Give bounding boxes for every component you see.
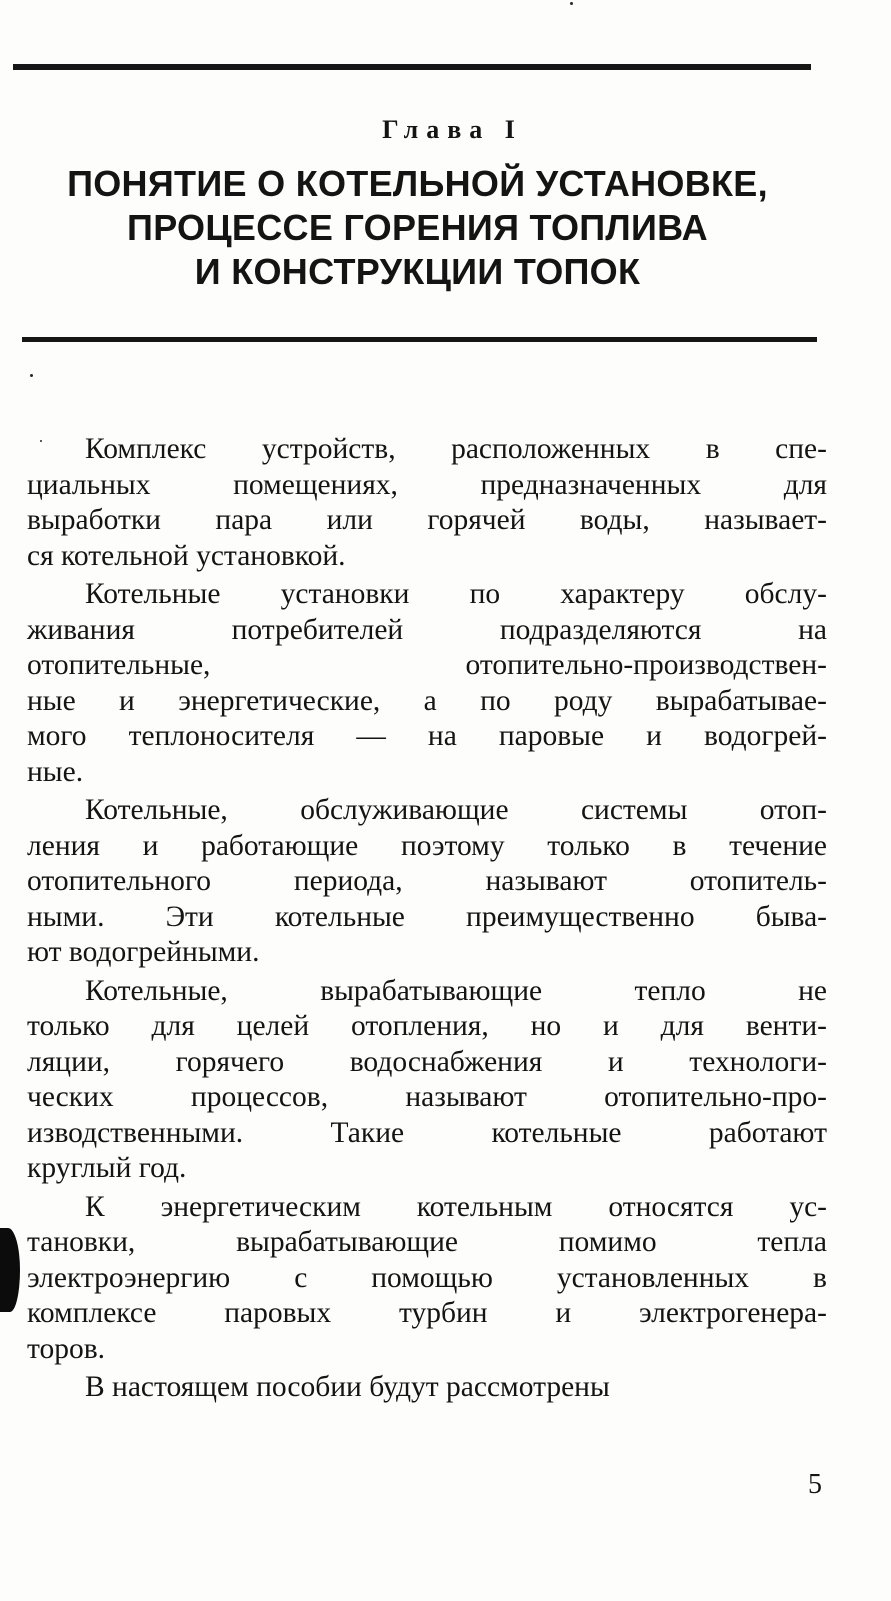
- page-number: 5: [808, 1469, 822, 1500]
- paragraph: [27, 577, 827, 790]
- text-line: тановки, вырабатывающие помимо тепла: [27, 1226, 827, 1258]
- text-line: К энергетическим котельным относятся ус-: [85, 1190, 827, 1223]
- text-line: выработки пара или горячей воды, называет-: [27, 504, 827, 536]
- paragraph: [27, 974, 827, 1187]
- text-line: В настоящем пособии будут рассмотрены: [85, 1371, 610, 1403]
- text-line: Котельные, обслуживающие системы отоп-: [85, 794, 827, 826]
- bottom-rule: [22, 337, 817, 342]
- chapter-title: [30, 162, 805, 294]
- text-line: электроэнергию с помощью установленных в: [27, 1261, 827, 1294]
- text-line: ческих процессов, называют отопительно-про-: [27, 1081, 827, 1113]
- text-line: мого теплоносителя — на паровые и водогрей-: [27, 720, 827, 752]
- text-line: комплексе паровых турбин и электрогенера-: [27, 1297, 827, 1329]
- text-line: ют водогрейными.: [27, 936, 260, 968]
- text-line: только для целей отопления, но и для венти-: [27, 1010, 827, 1042]
- text-line: живания потребителей подразделяются на: [27, 613, 827, 646]
- text-line: Котельные, вырабатывающие тепло не: [85, 974, 827, 1007]
- chapter-title-line: ПРОЦЕССЕ ГОРЕНИЯ ТОПЛИВА: [127, 207, 708, 248]
- text-line: ные и энергетические, а по роду вырабатывае-: [27, 684, 827, 717]
- top-rule: [13, 64, 811, 70]
- text-line: циальных помещениях, предназначенных для: [27, 468, 827, 501]
- chapter-title-line: И КОНСТРУКЦИИ ТОПОК: [194, 251, 641, 292]
- print-speck: [570, 2, 573, 5]
- paragraph: [27, 1190, 827, 1368]
- text-line: изводственными. Такие котельные работают: [27, 1116, 827, 1149]
- text-line: торов.: [27, 1332, 106, 1365]
- text-line: отопительного периода, называют отопитель-: [27, 865, 827, 897]
- text-line: ные.: [27, 755, 84, 788]
- text-line: круглый год.: [27, 1152, 187, 1184]
- paragraph: [27, 1370, 827, 1406]
- ink-blot: [0, 1228, 20, 1312]
- text-line: ными. Эти котельные преимущественно быва-: [27, 900, 827, 933]
- text-line: ления и работающие поэтому только в течение: [27, 829, 827, 862]
- text-line: ляции, горячего водоснабжения и технологи-: [27, 1045, 827, 1078]
- text-line: отопительные, отопительно-производствен-: [27, 649, 827, 681]
- text-line: ся котельной установкой.: [27, 539, 346, 572]
- body-text: [27, 432, 827, 1409]
- chapter-label: Глава I: [382, 115, 523, 144]
- print-speck: [30, 374, 33, 377]
- text-line: Комплекс устройств, расположенных в спе-: [85, 433, 827, 465]
- chapter-title-line: ПОНЯТИЕ О КОТЕЛЬНОЙ УСТАНОВКЕ,: [67, 163, 768, 204]
- paragraph: [27, 432, 827, 574]
- paragraph: [27, 793, 827, 971]
- text-line: Котельные установки по характеру обслу-: [85, 578, 827, 610]
